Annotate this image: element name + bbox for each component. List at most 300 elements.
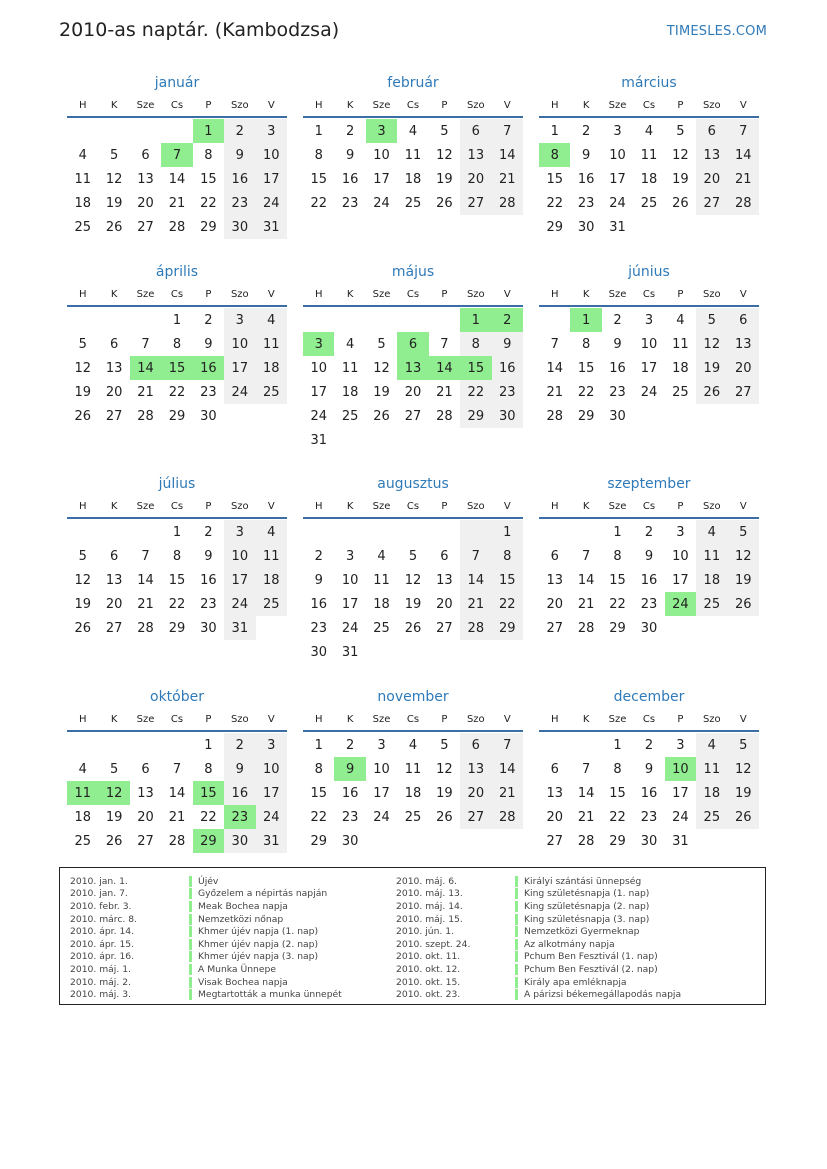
holiday-legend-item bbox=[70, 951, 342, 964]
holiday-date: 2010. márc. 8. bbox=[70, 913, 138, 925]
weekday-label: K bbox=[582, 713, 590, 725]
holiday-marker-icon bbox=[189, 876, 192, 887]
holiday-legend-item bbox=[70, 988, 342, 1001]
day-cell: 3 bbox=[676, 737, 685, 753]
day-cell: 18 bbox=[672, 360, 689, 376]
day-cell: 22 bbox=[577, 384, 595, 400]
day-cell: 7 bbox=[581, 548, 591, 564]
weekday-label: P bbox=[677, 99, 684, 111]
weekday-header bbox=[539, 94, 759, 118]
day-cell: 3 bbox=[256, 119, 287, 143]
day-cell: 17 bbox=[310, 384, 327, 400]
day-cell: 30 bbox=[577, 219, 595, 235]
day-cell: 10 bbox=[256, 143, 287, 167]
holiday-day-cell: 8 bbox=[539, 143, 570, 167]
day-cell: 21 bbox=[137, 384, 154, 400]
day-cell: 23 bbox=[640, 809, 658, 825]
day-cell: 19 bbox=[105, 809, 123, 825]
day-grid bbox=[303, 119, 523, 215]
holiday-name: Király apa emléknapja bbox=[524, 976, 627, 988]
month-name: február bbox=[387, 75, 439, 91]
day-cell: 19 bbox=[74, 596, 91, 612]
day-cell: 19 bbox=[672, 171, 689, 187]
day-cell: 5 bbox=[728, 733, 759, 757]
day-cell: 20 bbox=[105, 596, 123, 612]
day-cell: 24 bbox=[373, 195, 390, 211]
day-cell: 14 bbox=[492, 757, 523, 781]
day-cell: 15 bbox=[492, 568, 523, 592]
month-calendar bbox=[67, 473, 287, 640]
day-cell: 5 bbox=[440, 123, 449, 139]
day-cell: 7 bbox=[172, 761, 182, 777]
day-cell: 23 bbox=[200, 384, 217, 400]
day-cell: 28 bbox=[436, 408, 453, 424]
day-cell: 6 bbox=[696, 119, 727, 143]
holiday-legend-item bbox=[396, 913, 681, 926]
brand-link[interactable]: TIMESLES.COM bbox=[666, 24, 767, 39]
day-cell: 9 bbox=[204, 336, 213, 352]
holiday-name: Győzelem a népirtás napján bbox=[198, 888, 328, 900]
day-cell: 25 bbox=[373, 620, 390, 636]
day-cell: 13 bbox=[728, 332, 759, 356]
weekday-header bbox=[539, 495, 759, 519]
day-cell: 27 bbox=[546, 620, 563, 636]
weekday-label: H bbox=[550, 288, 559, 300]
day-cell: 18 bbox=[404, 785, 422, 801]
day-cell: 13 bbox=[436, 572, 453, 588]
day-cell: 1 bbox=[204, 737, 213, 753]
day-cell: 1 bbox=[314, 123, 323, 139]
day-cell: 16 bbox=[200, 572, 217, 588]
weekday-header bbox=[67, 283, 287, 307]
day-cell: 9 bbox=[644, 548, 654, 564]
day-cell: 15 bbox=[310, 171, 327, 187]
day-cell: 20 bbox=[728, 356, 759, 380]
holiday-date: 2010. okt. 23. bbox=[396, 989, 461, 1001]
day-cell: 7 bbox=[141, 548, 150, 564]
weekday-label: Sze bbox=[372, 713, 391, 725]
day-cell: 25 bbox=[74, 219, 91, 235]
holiday-legend-item bbox=[70, 976, 342, 989]
weekday-label: V bbox=[739, 713, 747, 725]
holiday-date: 2010. okt. 12. bbox=[396, 963, 461, 975]
empty-day-cell bbox=[130, 520, 161, 544]
holiday-marker-icon bbox=[515, 939, 518, 950]
holiday-legend-item bbox=[396, 900, 681, 913]
holiday-day-cell: 9 bbox=[334, 757, 365, 781]
holiday-day-cell: 6 bbox=[397, 332, 428, 356]
day-grid bbox=[303, 520, 523, 664]
day-cell: 25 bbox=[696, 592, 727, 616]
holiday-marker-icon bbox=[515, 951, 518, 962]
weekday-header bbox=[67, 708, 287, 732]
holiday-marker-icon bbox=[189, 989, 192, 1000]
holiday-date: 2010. máj. 2. bbox=[70, 976, 131, 988]
day-cell: 16 bbox=[224, 167, 255, 191]
day-cell: 13 bbox=[696, 143, 727, 167]
holiday-legend-item bbox=[70, 875, 342, 888]
holiday-day-cell: 11 bbox=[67, 781, 98, 805]
day-cell: 27 bbox=[436, 620, 453, 636]
weekday-label: K bbox=[110, 99, 118, 111]
weekday-label: Cs bbox=[406, 99, 420, 111]
day-cell: 12 bbox=[728, 757, 759, 781]
day-cell: 16 bbox=[577, 171, 595, 187]
day-cell: 29 bbox=[546, 219, 563, 235]
holiday-marker-icon bbox=[189, 939, 192, 950]
day-cell: 14 bbox=[137, 572, 154, 588]
holiday-name: Újév bbox=[198, 875, 219, 887]
day-cell: 22 bbox=[168, 384, 186, 400]
day-cell: 3 bbox=[613, 123, 622, 139]
empty-day-cell bbox=[67, 520, 98, 544]
day-cell: 14 bbox=[168, 171, 186, 187]
day-cell: 15 bbox=[310, 785, 327, 801]
weekday-label: P bbox=[441, 713, 448, 725]
empty-day-cell bbox=[539, 308, 570, 332]
weekday-label: Sze bbox=[136, 713, 155, 725]
day-cell: 17 bbox=[373, 171, 390, 187]
day-cell: 20 bbox=[460, 781, 491, 805]
day-cell: 16 bbox=[341, 785, 359, 801]
day-cell: 4 bbox=[644, 123, 654, 139]
weekday-label: Szo bbox=[466, 99, 485, 111]
holiday-name: A párizsi békemegállapodás napja bbox=[524, 989, 682, 1001]
day-cell: 27 bbox=[728, 380, 759, 404]
weekday-label: V bbox=[739, 99, 747, 111]
holiday-legend-item bbox=[396, 925, 681, 938]
month-name: április bbox=[155, 264, 199, 280]
day-cell: 31 bbox=[310, 432, 327, 448]
weekday-label: P bbox=[205, 713, 212, 725]
holiday-marker-icon bbox=[189, 951, 192, 962]
day-cell: 23 bbox=[577, 195, 595, 211]
holiday-day-cell: 15 bbox=[161, 356, 192, 380]
day-cell: 16 bbox=[310, 596, 327, 612]
month-calendar bbox=[303, 686, 523, 853]
weekday-label: K bbox=[346, 500, 354, 512]
day-cell: 27 bbox=[105, 408, 123, 424]
month-calendar bbox=[67, 72, 287, 239]
day-cell: 6 bbox=[109, 548, 119, 564]
holiday-day-cell: 1 bbox=[460, 308, 491, 332]
day-cell: 23 bbox=[341, 195, 359, 211]
month-calendar bbox=[539, 473, 759, 640]
day-cell: 15 bbox=[609, 572, 626, 588]
holiday-legend-item bbox=[70, 913, 342, 926]
weekday-label: H bbox=[78, 713, 87, 725]
day-cell: 22 bbox=[168, 596, 186, 612]
empty-day-cell bbox=[303, 308, 334, 332]
day-cell: 19 bbox=[373, 384, 390, 400]
day-cell: 30 bbox=[492, 404, 523, 428]
day-cell: 8 bbox=[460, 332, 491, 356]
day-cell: 3 bbox=[377, 737, 386, 753]
day-cell: 19 bbox=[696, 356, 727, 380]
month-calendar bbox=[303, 261, 523, 452]
day-cell: 30 bbox=[640, 833, 658, 849]
holiday-name: King születésnapja (1. nap) bbox=[524, 888, 650, 900]
day-cell: 11 bbox=[373, 572, 390, 588]
weekday-label: H bbox=[550, 99, 559, 111]
weekday-label: V bbox=[267, 288, 275, 300]
day-cell: 23 bbox=[224, 191, 255, 215]
day-cell: 2 bbox=[224, 119, 255, 143]
day-cell: 18 bbox=[696, 781, 727, 805]
month-calendar bbox=[539, 72, 759, 239]
day-cell: 15 bbox=[546, 171, 563, 187]
month-calendar bbox=[303, 72, 523, 215]
day-cell: 7 bbox=[141, 336, 150, 352]
weekday-label: Szo bbox=[466, 288, 485, 300]
holiday-date: 2010. szept. 24. bbox=[396, 938, 471, 950]
month-name: január bbox=[154, 75, 200, 91]
weekday-header bbox=[539, 708, 759, 732]
day-cell: 26 bbox=[373, 408, 390, 424]
day-cell: 21 bbox=[577, 809, 595, 825]
day-cell: 21 bbox=[577, 596, 595, 612]
day-cell: 12 bbox=[436, 147, 453, 163]
empty-day-cell bbox=[67, 733, 98, 757]
day-cell: 29 bbox=[492, 616, 523, 640]
holiday-day-cell: 1 bbox=[570, 308, 601, 332]
day-cell: 8 bbox=[172, 336, 182, 352]
day-cell: 22 bbox=[546, 195, 563, 211]
day-cell: 6 bbox=[460, 119, 491, 143]
day-cell: 26 bbox=[74, 620, 91, 636]
holiday-date: 2010. máj. 14. bbox=[396, 900, 463, 912]
day-cell: 5 bbox=[78, 336, 87, 352]
weekday-label: Cs bbox=[170, 99, 184, 111]
day-cell: 4 bbox=[345, 336, 355, 352]
day-cell: 15 bbox=[577, 360, 595, 376]
holiday-marker-icon bbox=[515, 964, 518, 975]
day-cell: 24 bbox=[373, 809, 390, 825]
day-cell: 21 bbox=[137, 596, 154, 612]
weekday-label: H bbox=[314, 288, 323, 300]
day-cell: 15 bbox=[168, 572, 186, 588]
day-cell: 6 bbox=[550, 761, 559, 777]
day-cell: 21 bbox=[436, 384, 453, 400]
day-cell: 8 bbox=[613, 761, 622, 777]
weekday-label: Sze bbox=[608, 500, 627, 512]
day-cell: 30 bbox=[341, 833, 359, 849]
holiday-legend-item bbox=[70, 900, 342, 913]
weekday-header bbox=[303, 708, 523, 732]
day-cell: 19 bbox=[728, 781, 759, 805]
day-cell: 3 bbox=[644, 312, 654, 328]
day-cell: 19 bbox=[728, 568, 759, 592]
day-cell: 28 bbox=[168, 219, 186, 235]
holiday-marker-icon bbox=[189, 926, 192, 937]
day-cell: 12 bbox=[696, 332, 727, 356]
weekday-label: V bbox=[503, 500, 511, 512]
month-name: május bbox=[391, 264, 435, 280]
month-name: október bbox=[150, 689, 204, 705]
weekday-label: Sze bbox=[372, 99, 391, 111]
day-cell: 25 bbox=[256, 380, 287, 404]
day-cell: 10 bbox=[256, 757, 287, 781]
holiday-date: 2010. okt. 15. bbox=[396, 976, 461, 988]
day-cell: 20 bbox=[696, 167, 727, 191]
day-cell: 13 bbox=[137, 171, 154, 187]
weekday-label: Sze bbox=[608, 713, 627, 725]
weekday-header bbox=[67, 495, 287, 519]
weekday-label: V bbox=[267, 500, 275, 512]
holiday-legend bbox=[59, 867, 766, 1005]
day-cell: 26 bbox=[696, 380, 727, 404]
holiday-date: 2010. máj. 1. bbox=[70, 963, 131, 975]
holiday-day-cell: 13 bbox=[397, 356, 428, 380]
day-cell: 21 bbox=[168, 195, 186, 211]
day-cell: 28 bbox=[168, 833, 186, 849]
day-cell: 7 bbox=[728, 119, 759, 143]
day-cell: 21 bbox=[168, 809, 186, 825]
empty-day-cell bbox=[397, 308, 428, 332]
day-cell: 12 bbox=[728, 544, 759, 568]
empty-day-cell bbox=[366, 308, 397, 332]
weekday-label: K bbox=[582, 288, 590, 300]
day-cell: 24 bbox=[256, 805, 287, 829]
day-cell: 23 bbox=[609, 384, 626, 400]
day-cell: 31 bbox=[672, 833, 689, 849]
legend-column-right bbox=[396, 875, 681, 1001]
holiday-date: 2010. ápr. 14. bbox=[70, 926, 135, 938]
day-cell: 14 bbox=[546, 360, 563, 376]
day-cell: 12 bbox=[105, 171, 123, 187]
day-cell: 5 bbox=[78, 548, 87, 564]
weekday-label: H bbox=[78, 500, 87, 512]
day-cell: 26 bbox=[404, 620, 422, 636]
holiday-date: 2010. febr. 3. bbox=[70, 900, 132, 912]
day-cell: 12 bbox=[436, 761, 453, 777]
weekday-label: Sze bbox=[372, 288, 391, 300]
holiday-name: King születésnapja (3. nap) bbox=[524, 913, 650, 925]
holiday-marker-icon bbox=[189, 888, 192, 899]
holiday-marker-icon bbox=[515, 876, 518, 887]
day-cell: 1 bbox=[550, 123, 559, 139]
weekday-label: Cs bbox=[642, 713, 656, 725]
weekday-label: P bbox=[677, 713, 684, 725]
month-name: augusztus bbox=[377, 476, 449, 492]
empty-day-cell bbox=[366, 520, 397, 544]
day-cell: 2 bbox=[204, 524, 213, 540]
day-cell: 14 bbox=[492, 143, 523, 167]
day-cell: 13 bbox=[546, 572, 563, 588]
holiday-name: Meak Bochea napja bbox=[198, 900, 288, 912]
day-cell: 22 bbox=[460, 380, 491, 404]
weekday-label: P bbox=[441, 288, 448, 300]
holiday-day-cell: 14 bbox=[130, 356, 161, 380]
holiday-date: 2010. ápr. 16. bbox=[70, 951, 135, 963]
holiday-date: 2010. máj. 6. bbox=[396, 875, 457, 887]
weekday-label: P bbox=[441, 99, 448, 111]
weekday-label: Cs bbox=[170, 500, 184, 512]
weekday-label: Sze bbox=[136, 99, 155, 111]
day-cell: 7 bbox=[440, 336, 449, 352]
day-cell: 26 bbox=[105, 833, 123, 849]
day-cell: 22 bbox=[310, 809, 327, 825]
holiday-legend-item bbox=[396, 963, 681, 976]
day-cell: 22 bbox=[310, 195, 327, 211]
weekday-header bbox=[303, 283, 523, 307]
holiday-name: Khmer újév napja (1. nap) bbox=[198, 926, 319, 938]
weekday-label: V bbox=[503, 99, 511, 111]
holiday-legend-item bbox=[396, 976, 681, 989]
day-grid bbox=[67, 119, 287, 239]
day-cell: 4 bbox=[676, 312, 685, 328]
weekday-label: K bbox=[346, 713, 354, 725]
day-cell: 24 bbox=[672, 809, 689, 825]
day-cell: 23 bbox=[341, 809, 359, 825]
day-cell: 23 bbox=[640, 596, 658, 612]
holiday-day-cell: 2 bbox=[492, 308, 523, 332]
holiday-legend-item bbox=[396, 951, 681, 964]
weekday-label: H bbox=[550, 713, 559, 725]
day-cell: 11 bbox=[640, 147, 658, 163]
weekday-label: P bbox=[205, 288, 212, 300]
legend-column-left bbox=[70, 875, 342, 1001]
day-cell: 29 bbox=[200, 219, 217, 235]
empty-day-cell bbox=[98, 308, 129, 332]
day-cell: 29 bbox=[609, 833, 626, 849]
weekday-label: Cs bbox=[406, 500, 420, 512]
weekday-header bbox=[303, 495, 523, 519]
weekday-label: Szo bbox=[230, 713, 249, 725]
day-cell: 4 bbox=[78, 147, 87, 163]
day-cell: 15 bbox=[200, 171, 217, 187]
empty-day-cell bbox=[98, 733, 129, 757]
day-cell: 5 bbox=[728, 520, 759, 544]
empty-day-cell bbox=[334, 308, 365, 332]
day-cell: 28 bbox=[577, 833, 595, 849]
day-cell: 2 bbox=[345, 123, 355, 139]
day-cell: 18 bbox=[256, 568, 287, 592]
weekday-label: P bbox=[677, 288, 684, 300]
weekday-label: K bbox=[346, 288, 354, 300]
day-cell: 14 bbox=[168, 785, 186, 801]
day-grid bbox=[303, 308, 523, 452]
day-cell: 8 bbox=[492, 544, 523, 568]
day-cell: 17 bbox=[224, 568, 255, 592]
day-cell: 6 bbox=[141, 147, 150, 163]
weekday-label: H bbox=[314, 99, 323, 111]
month-name: december bbox=[613, 689, 685, 705]
day-cell: 17 bbox=[609, 171, 626, 187]
day-cell: 24 bbox=[609, 195, 626, 211]
day-cell: 31 bbox=[256, 829, 287, 853]
day-cell: 25 bbox=[404, 195, 422, 211]
weekday-label: Sze bbox=[136, 500, 155, 512]
empty-day-cell bbox=[539, 520, 570, 544]
day-cell: 11 bbox=[341, 360, 359, 376]
empty-day-cell bbox=[570, 520, 601, 544]
page-title: 2010-as naptár. (Kambodzsa) bbox=[59, 19, 340, 41]
empty-day-cell bbox=[98, 119, 129, 143]
day-cell: 27 bbox=[546, 833, 563, 849]
day-cell: 7 bbox=[550, 336, 559, 352]
holiday-name: Visak Bochea napja bbox=[198, 976, 288, 988]
empty-day-cell bbox=[67, 119, 98, 143]
month-calendar bbox=[539, 686, 759, 853]
day-cell: 10 bbox=[373, 761, 390, 777]
empty-day-cell bbox=[303, 520, 334, 544]
day-cell: 27 bbox=[460, 805, 491, 829]
day-cell: 16 bbox=[492, 356, 523, 380]
holiday-date: 2010. máj. 3. bbox=[70, 989, 131, 1001]
holiday-name: Királyi szántási ünnepség bbox=[524, 875, 642, 887]
day-cell: 11 bbox=[404, 761, 422, 777]
